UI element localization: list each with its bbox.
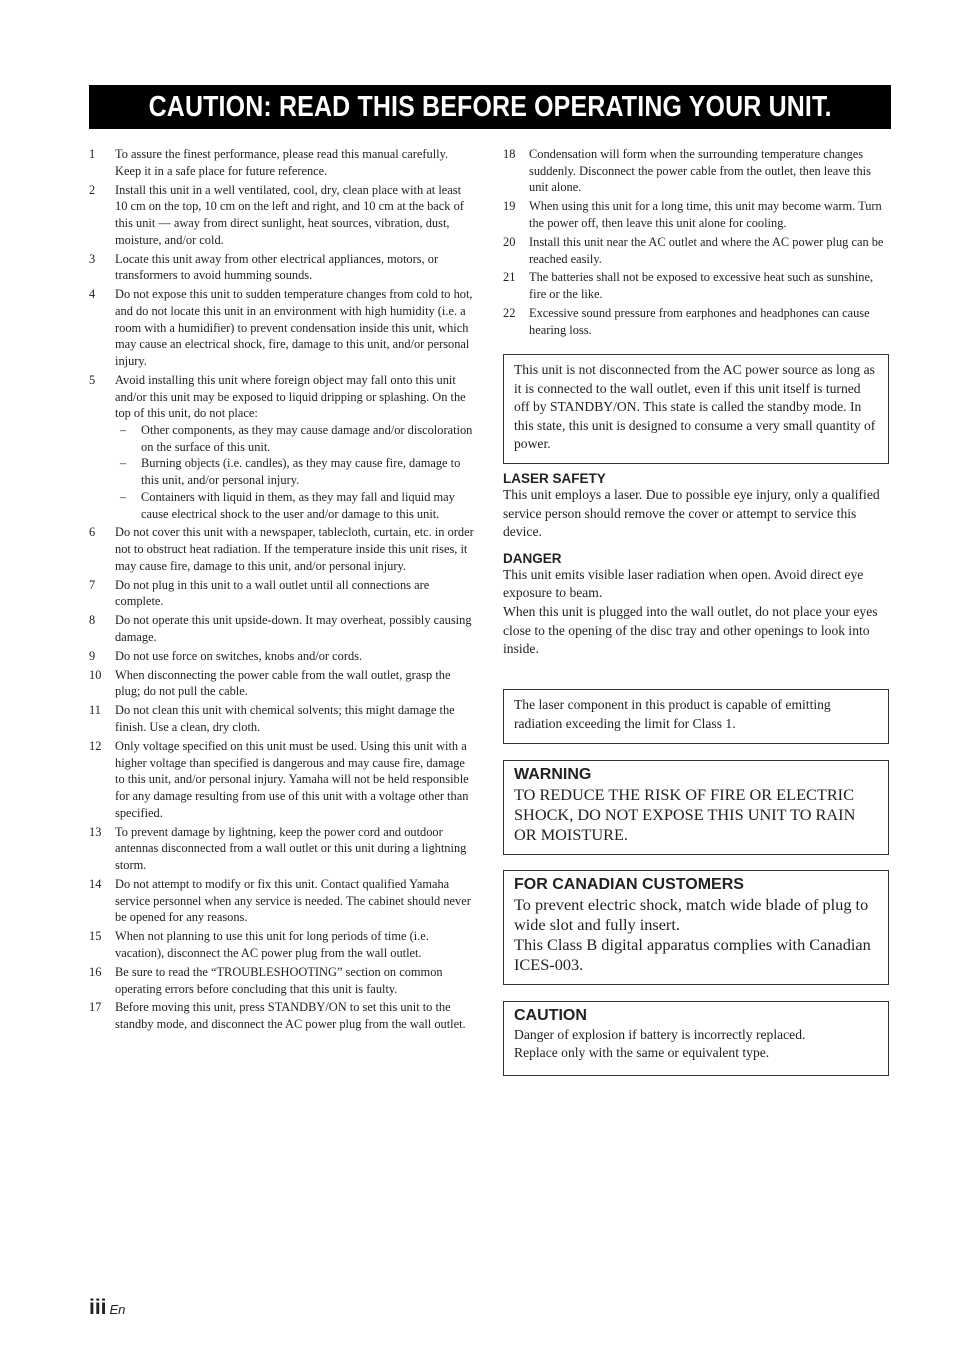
laser-safety-section	[503, 471, 891, 659]
item-text	[115, 667, 475, 700]
list-item	[89, 738, 475, 822]
title-banner	[89, 85, 891, 129]
sub-item-dash: –	[120, 423, 127, 437]
item-text	[115, 648, 475, 665]
canadian-box	[503, 870, 889, 985]
item-text-body: To assure the finest performance, please read this manual carefully. Keep it in a safe place for future reference.	[115, 147, 449, 178]
item-text	[115, 612, 475, 645]
sub-item	[115, 422, 475, 455]
item-number: 16	[89, 964, 102, 979]
item-number: 22	[503, 306, 516, 321]
list-item	[89, 146, 475, 179]
list-item	[503, 234, 891, 267]
standby-notice-box	[503, 354, 889, 464]
sub-item-text: Other components, as they may cause damage and/or discoloration on the surface of this unit.	[141, 423, 473, 454]
item-text	[529, 234, 891, 267]
list-item	[89, 524, 475, 574]
item-text	[115, 702, 475, 735]
item-text	[115, 577, 475, 610]
list-item	[503, 146, 891, 196]
canadian-heading: FOR CANADIAN CUSTOMERS	[514, 876, 744, 893]
item-text	[115, 251, 475, 284]
list-item	[89, 964, 475, 997]
item-number: 15	[89, 929, 102, 944]
item-text	[529, 198, 891, 231]
warning-box	[503, 760, 889, 855]
page-footer	[89, 1296, 125, 1320]
left-column	[89, 146, 475, 1035]
list-item	[89, 182, 475, 249]
warning-heading: WARNING	[514, 766, 592, 783]
list-item	[503, 198, 891, 231]
item-text-body: When not planning to use this unit for long periods of time (i.e. vacation), disconnect the AC power plug from the wall outlet.	[115, 929, 429, 960]
item-text	[529, 269, 891, 302]
item-text-body: Do not attempt to modify or fix this unit. Contact qualified Yamaha service personnel when any service is needed. The cabinet should never be opened for any reasons.	[115, 876, 471, 925]
item-number: 8	[89, 613, 96, 628]
item-number: 3	[89, 251, 96, 266]
item-number: 13	[89, 824, 102, 839]
item-text	[115, 824, 475, 874]
battery-caution-box	[503, 1001, 889, 1076]
item-number: 4	[89, 287, 96, 302]
caution-list-right	[503, 146, 891, 338]
sub-item	[115, 455, 475, 488]
sub-item	[115, 489, 475, 522]
page-number: iii	[89, 1296, 107, 1319]
language-label: En	[109, 1302, 126, 1317]
warning-text: TO REDUCE THE RISK OF FIRE OR ELECTRIC SHOCK, DO NOT EXPOSE THIS UNIT TO RAIN OR MOISTURE.	[514, 784, 856, 845]
caution-text-1: Danger of explosion if battery is incorrectly replaced.	[514, 1026, 806, 1042]
item-text	[115, 964, 475, 997]
item-text-body: Do not expose this unit to sudden temperature changes from cold to hot, and do not locate this unit in an environment with high humidity (i.e. a room with a humidifier) to prevent condensation inside this unit, which may cause an electrical shock, fire, damage to this unit, and/or personal injury.	[115, 287, 473, 368]
page-title: CAUTION: READ THIS BEFORE OPERATING YOUR UNIT.	[148, 90, 832, 123]
list-item	[89, 999, 475, 1032]
item-text-body: When disconnecting the power cable from the wall outlet, grasp the plug; do not pull the cable.	[115, 667, 451, 699]
item-text-body: Condensation will form when the surrounding temperature changes suddenly. Disconnect the power cable from the outlet, then leave this unit alone.	[529, 147, 871, 195]
list-item	[89, 702, 475, 735]
item-number: 9	[89, 648, 96, 663]
sub-item-text: Burning objects (i.e. candles), as they may cause fire, damage to this unit, and/or personal injury.	[141, 456, 461, 488]
item-text-body: Do not plug in this unit to a wall outlet until all connections are complete.	[115, 577, 430, 609]
item-text-body: Install this unit in a well ventilated, cool, dry, clean place with at least 10 cm on the top, 10 cm on the left and right, and 10 cm at the back of this unit — away from direct sunlight, heat sources, vibration, dust, moisture, and/or cold.	[115, 182, 464, 247]
caution-heading: CAUTION	[514, 1007, 587, 1024]
item-number: 21	[503, 270, 516, 285]
item-text	[115, 146, 475, 179]
item-number: 5	[89, 372, 96, 387]
caution-text-2: Replace only with the same or equivalent type.	[514, 1045, 770, 1061]
standby-notice-text: This unit is not disconnected from the AC power source as long as it is connected to the wall outlet, even if this unit itself is turned off by STANDBY/ON. This state is called the standby mode. In this state, this unit is designed to consume a very small quantity of power.	[514, 362, 876, 452]
sub-item-text: Containers with liquid in them, as they may fall and liquid may cause electrical shock to the user and/or damage to this unit.	[141, 489, 455, 521]
item-number: 19	[503, 199, 516, 214]
danger-heading: DANGER	[503, 550, 562, 566]
list-item	[89, 824, 475, 874]
item-number: 20	[503, 234, 516, 249]
list-item	[89, 251, 475, 284]
item-text-body: Locate this unit away from other electrical appliances, motors, or transformers to avoid humming sounds.	[115, 251, 439, 283]
item-text-body: To prevent damage by lightning, keep the power cord and outdoor antennas disconnected from a wall outlet or this unit during a lightning storm.	[115, 824, 467, 873]
list-item	[89, 286, 475, 370]
list-item	[89, 372, 475, 522]
laser-safety-text: This unit employs a laser. Due to possible eye injury, only a qualified service person should remove the cover or attempt to service this device.	[503, 487, 880, 540]
list-item	[503, 269, 891, 302]
item-text	[115, 286, 475, 370]
canadian-text-2: This Class B digital apparatus complies with Canadian ICES-003.	[514, 935, 871, 975]
item-text-body: Before moving this unit, press STANDBY/ON to set this unit to the standby mode, and disconnect the AC power plug from the wall outlet.	[115, 1000, 466, 1032]
item-text	[115, 738, 475, 822]
list-item	[89, 928, 475, 961]
item-text-body: Excessive sound pressure from earphones and headphones can cause hearing loss.	[529, 306, 870, 337]
laser-class-box	[503, 689, 889, 744]
item-text-body: Do not clean this unit with chemical solvents; this might damage the finish. Use a clean, dry cloth.	[115, 703, 455, 735]
item-number: 7	[89, 577, 96, 592]
laser-class-text: The laser component in this product is capable of emitting radiation exceeding the limit for Class 1.	[514, 697, 831, 731]
item-text	[115, 928, 475, 961]
list-item	[89, 876, 475, 926]
item-text	[115, 372, 475, 522]
item-text	[115, 876, 475, 926]
list-item	[89, 667, 475, 700]
item-text-body: Only voltage specified on this unit must be used. Using this unit with a higher voltage than specified is dangerous and may cause fire, damage to this unit, and/or personal injury. Yamaha will not be held responsible for any damage resulting from use of this unit with a voltage other than specified.	[115, 738, 469, 820]
item-number: 6	[89, 525, 96, 540]
list-item	[89, 577, 475, 610]
canadian-text-1: To prevent electric shock, match wide blade of plug to wide slot and fully insert.	[514, 894, 869, 934]
item-text-body: The batteries shall not be exposed to excessive heat such as sunshine, fire or the like.	[529, 270, 874, 302]
list-item	[503, 305, 891, 338]
item-text	[115, 999, 475, 1032]
item-number: 11	[89, 703, 101, 718]
item-text	[529, 305, 891, 338]
danger-text-1: This unit emits visible laser radiation when open. Avoid direct eye exposure to beam.	[503, 566, 864, 601]
item-text-body: Install this unit near the AC outlet and where the AC power plug can be reached easily.	[529, 234, 884, 266]
sub-item-dash: –	[120, 456, 127, 471]
laser-safety-heading: LASER SAFETY	[503, 471, 606, 486]
item-text-body: Do not operate this unit upside-down. It may overheat, possibly causing damage.	[115, 613, 472, 644]
list-item	[89, 648, 475, 665]
item-text	[115, 524, 475, 574]
item-text-body: Do not use force on switches, knobs and/or cords.	[115, 648, 363, 663]
item-text-body: When using this unit for a long time, this unit may become warm. Turn the power off, then leave this unit alone for cooling.	[529, 199, 882, 230]
item-number: 1	[89, 147, 96, 161]
item-text-body: Do not cover this unit with a newspaper, tablecloth, curtain, etc. in order not to obstruct heat radiation. If the temperature inside this unit rises, it may cause fire, damage to this unit, and/or personal injury.	[115, 525, 474, 573]
item-number: 10	[89, 667, 102, 682]
item-number: 18	[503, 147, 516, 161]
item-text-body: Be sure to read the “TROUBLESHOOTING” section on common operating errors before concluding that this unit is faulty.	[115, 964, 443, 996]
item-text-body: Avoid installing this unit where foreign object may fall onto this unit and/or this unit may be exposed to liquid dripping or splashing. On the top of this unit, do not place:	[115, 372, 466, 421]
danger-text-2: When this unit is plugged into the wall outlet, do not place your eyes close to the opening of the disc tray and other openings to look into inside.	[503, 603, 878, 657]
item-text	[115, 182, 475, 249]
sub-item-dash: –	[120, 489, 127, 504]
caution-list-left	[89, 146, 475, 1033]
item-number: 2	[89, 182, 96, 197]
item-number: 12	[89, 738, 102, 753]
item-text	[529, 146, 891, 196]
list-item	[89, 612, 475, 645]
item-number: 14	[89, 876, 102, 891]
item-number: 17	[89, 1000, 102, 1015]
right-column	[503, 146, 891, 341]
